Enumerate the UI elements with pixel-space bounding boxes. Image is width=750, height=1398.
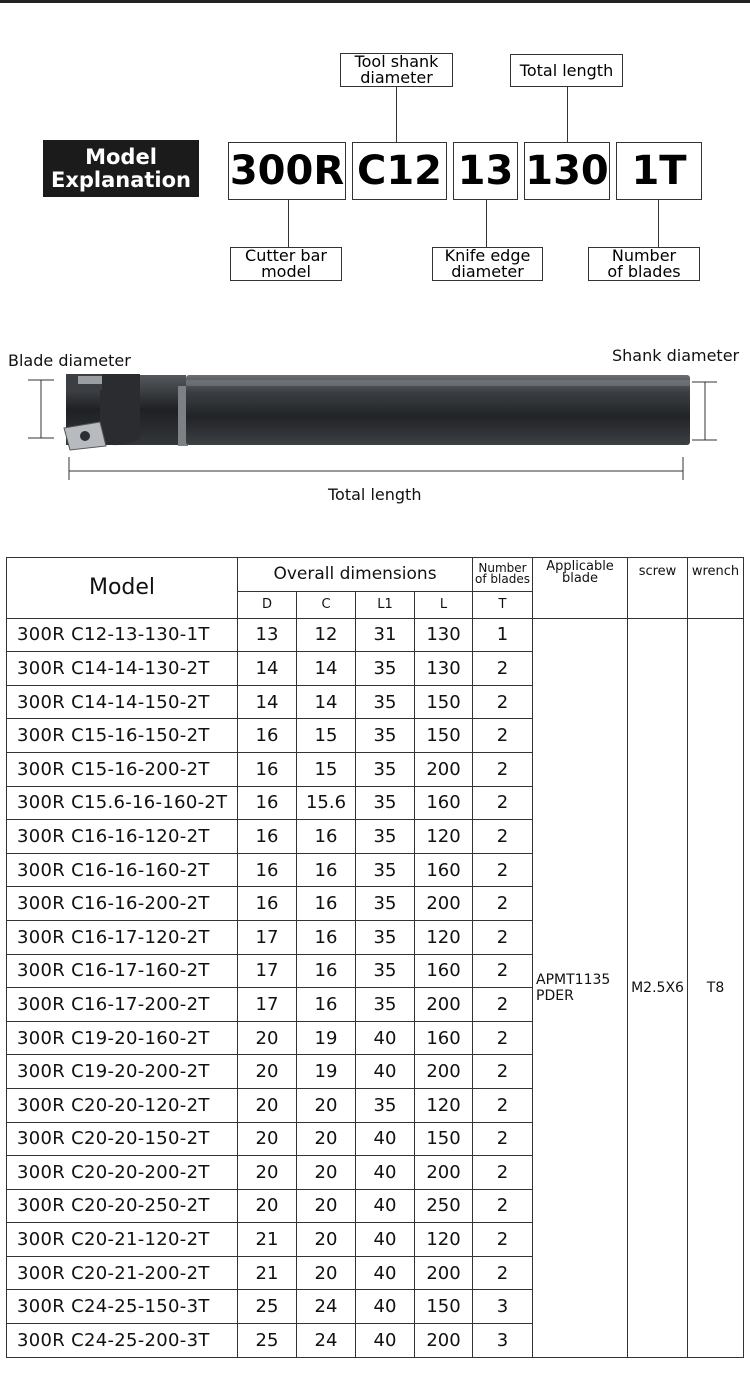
cell-model: 300R C20-20-200-2T <box>7 1156 238 1190</box>
cell-l: 150 <box>415 719 473 753</box>
cell-l1: 35 <box>356 1088 415 1122</box>
cell-l: 120 <box>415 920 473 954</box>
cell-l1: 40 <box>356 1223 415 1257</box>
cell-t: 3 <box>473 1324 533 1358</box>
cell-l: 150 <box>415 1290 473 1324</box>
header-text: of blades <box>475 572 530 587</box>
cell-l: 200 <box>415 1156 473 1190</box>
header-number-of-blades <box>473 558 533 592</box>
cell-l1: 40 <box>356 1021 415 1055</box>
cell-d: 20 <box>238 1189 297 1223</box>
cell-t: 2 <box>473 1055 533 1089</box>
cell-t: 1 <box>473 618 533 652</box>
cell-d: 20 <box>238 1088 297 1122</box>
header-l: L <box>415 591 473 618</box>
cell-c: 15 <box>297 719 356 753</box>
cell-l1: 35 <box>356 920 415 954</box>
header-text: Applicable <box>546 559 614 574</box>
label-text: Number <box>611 246 677 265</box>
cell-l: 160 <box>415 853 473 887</box>
label-text: model <box>261 262 311 281</box>
cell-t: 2 <box>473 954 533 988</box>
cell-t: 2 <box>473 786 533 820</box>
cell-c: 16 <box>297 954 356 988</box>
label-total-length <box>510 54 623 87</box>
cell-l1: 35 <box>356 853 415 887</box>
cell-l: 200 <box>415 1055 473 1089</box>
header-d: D <box>238 591 297 618</box>
cell-c: 19 <box>297 1021 356 1055</box>
cell-c: 20 <box>297 1189 356 1223</box>
label-cutter-bar-model <box>230 247 342 281</box>
cell-model: 300R C20-20-150-2T <box>7 1122 238 1156</box>
cell-l1: 40 <box>356 1156 415 1190</box>
cell-c: 16 <box>297 853 356 887</box>
cell-l: 160 <box>415 954 473 988</box>
cell-screw: M2.5X6 <box>628 618 688 1357</box>
header-text: blade <box>561 571 599 586</box>
cell-t: 2 <box>473 820 533 854</box>
cell-l1: 40 <box>356 1256 415 1290</box>
cell-l: 200 <box>415 1256 473 1290</box>
cell-l1: 35 <box>356 652 415 686</box>
cell-c: 20 <box>297 1156 356 1190</box>
cell-l: 250 <box>415 1189 473 1223</box>
header-screw: screw <box>628 558 688 619</box>
cell-d: 20 <box>238 1055 297 1089</box>
cell-t: 2 <box>473 1189 533 1223</box>
cell-d: 21 <box>238 1223 297 1257</box>
cell-model: 300R C16-17-160-2T <box>7 954 238 988</box>
header-text: Number <box>478 561 527 576</box>
cell-l: 160 <box>415 786 473 820</box>
cell-l1: 31 <box>356 618 415 652</box>
cell-model: 300R C16-16-160-2T <box>7 853 238 887</box>
code-box-edge: 13 <box>453 142 518 200</box>
cell-model: 300R C16-16-200-2T <box>7 887 238 921</box>
header-wrench: wrench <box>688 558 744 619</box>
badge-line-1: Model <box>85 144 157 169</box>
cell-d: 16 <box>238 820 297 854</box>
cell-t: 2 <box>473 1088 533 1122</box>
cell-d: 20 <box>238 1122 297 1156</box>
top-border <box>0 0 750 3</box>
header-applicable-blade <box>533 558 628 619</box>
total-length-dimension-lines <box>69 457 683 480</box>
cell-d: 16 <box>238 853 297 887</box>
cell-t: 2 <box>473 887 533 921</box>
spec-table-body <box>7 618 744 1357</box>
label-text: Tool shank <box>354 52 439 71</box>
cell-model: 300R C16-17-120-2T <box>7 920 238 954</box>
cell-t: 2 <box>473 920 533 954</box>
cell-l1: 40 <box>356 1122 415 1156</box>
label-tool-shank-diameter <box>340 53 453 87</box>
cell-applicable-blade <box>533 618 628 1357</box>
label-text: Total length <box>519 60 614 80</box>
cell-l: 160 <box>415 1021 473 1055</box>
cell-model: 300R C20-21-120-2T <box>7 1223 238 1257</box>
cell-model: 300R C24-25-200-3T <box>7 1324 238 1358</box>
cell-l1: 35 <box>356 685 415 719</box>
cell-text: PDER <box>536 987 574 1004</box>
cell-c: 20 <box>297 1256 356 1290</box>
cell-l1: 35 <box>356 752 415 786</box>
cell-l: 130 <box>415 652 473 686</box>
badge-line-2: Explanation <box>50 167 192 192</box>
cell-t: 2 <box>473 1156 533 1190</box>
connector-cutter <box>288 200 289 247</box>
cell-l: 130 <box>415 618 473 652</box>
cell-t: 3 <box>473 1290 533 1324</box>
header-overall-dimensions: Overall dimensions <box>238 558 473 592</box>
cell-d: 25 <box>238 1290 297 1324</box>
cell-l: 120 <box>415 1223 473 1257</box>
cell-l1: 40 <box>356 1189 415 1223</box>
cell-c: 16 <box>297 887 356 921</box>
cell-model: 300R C14-14-150-2T <box>7 685 238 719</box>
cell-t: 2 <box>473 685 533 719</box>
cell-model: 300R C15.6-16-160-2T <box>7 786 238 820</box>
connector-shank <box>396 86 397 142</box>
cell-wrench: T8 <box>688 618 744 1357</box>
spec-table <box>6 557 744 1358</box>
cell-text: APMT1135 <box>536 971 611 988</box>
cell-c: 14 <box>297 685 356 719</box>
cell-model: 300R C20-20-250-2T <box>7 1189 238 1223</box>
end-mill-body <box>64 374 690 450</box>
cell-l: 150 <box>415 1122 473 1156</box>
cell-c: 16 <box>297 988 356 1022</box>
cell-d: 20 <box>238 1156 297 1190</box>
cell-l1: 35 <box>356 954 415 988</box>
cell-model: 300R C15-16-200-2T <box>7 752 238 786</box>
cell-d: 25 <box>238 1324 297 1358</box>
cell-t: 2 <box>473 1122 533 1156</box>
code-box-shank: C12 <box>352 142 447 200</box>
cell-d: 13 <box>238 618 297 652</box>
header-c: C <box>297 591 356 618</box>
cell-l: 120 <box>415 820 473 854</box>
cell-l1: 40 <box>356 1324 415 1358</box>
cell-l1: 35 <box>356 820 415 854</box>
cell-l: 150 <box>415 685 473 719</box>
model-explanation-badge <box>43 140 199 197</box>
cell-c: 24 <box>297 1290 356 1324</box>
cell-d: 17 <box>238 954 297 988</box>
cell-t: 2 <box>473 652 533 686</box>
cell-model: 300R C14-14-130-2T <box>7 652 238 686</box>
code-box-blades: 1T <box>616 142 702 200</box>
connector-total <box>567 86 568 142</box>
cell-c: 20 <box>297 1088 356 1122</box>
header-t: T <box>473 591 533 618</box>
cell-l1: 35 <box>356 786 415 820</box>
cell-model: 300R C16-17-200-2T <box>7 988 238 1022</box>
cell-c: 24 <box>297 1324 356 1358</box>
cell-t: 2 <box>473 752 533 786</box>
cell-t: 2 <box>473 988 533 1022</box>
cell-d: 16 <box>238 752 297 786</box>
cell-l: 120 <box>415 1088 473 1122</box>
cell-model: 300R C19-20-200-2T <box>7 1055 238 1089</box>
tool-drawing <box>0 360 750 485</box>
cell-model: 300R C24-25-150-3T <box>7 1290 238 1324</box>
label-text: Cutter bar <box>245 246 327 265</box>
label-text: diameter <box>360 68 433 87</box>
cell-l1: 35 <box>356 719 415 753</box>
header-l1: L1 <box>356 591 415 618</box>
cell-model: 300R C15-16-150-2T <box>7 719 238 753</box>
cell-d: 14 <box>238 652 297 686</box>
cell-l: 200 <box>415 887 473 921</box>
cell-l: 200 <box>415 1324 473 1358</box>
label-number-of-blades <box>588 247 700 281</box>
cell-c: 19 <box>297 1055 356 1089</box>
cell-l1: 35 <box>356 887 415 921</box>
cell-d: 17 <box>238 920 297 954</box>
cell-d: 14 <box>238 685 297 719</box>
shank-dimension-lines <box>692 382 717 440</box>
cell-c: 20 <box>297 1122 356 1156</box>
cell-d: 21 <box>238 1256 297 1290</box>
cell-c: 12 <box>297 618 356 652</box>
table-row <box>7 618 744 652</box>
cell-d: 20 <box>238 1021 297 1055</box>
total-length-label: Total length <box>328 485 422 504</box>
cell-c: 15 <box>297 752 356 786</box>
connector-knife <box>486 200 487 247</box>
cell-c: 20 <box>297 1223 356 1257</box>
code-box-series: 300R <box>228 142 346 200</box>
cell-t: 2 <box>473 1021 533 1055</box>
cell-c: 16 <box>297 920 356 954</box>
label-text: Knife edge <box>444 246 531 265</box>
blade-diameter-label: Blade diameter <box>8 351 131 370</box>
cell-t: 2 <box>473 853 533 887</box>
blade-dimension-lines <box>28 380 54 438</box>
cell-d: 16 <box>238 719 297 753</box>
cell-t: 2 <box>473 1223 533 1257</box>
cell-l1: 40 <box>356 1055 415 1089</box>
code-box-length: 130 <box>524 142 610 200</box>
cell-d: 16 <box>238 786 297 820</box>
cell-c: 16 <box>297 820 356 854</box>
cell-d: 17 <box>238 988 297 1022</box>
cell-model: 300R C20-20-120-2T <box>7 1088 238 1122</box>
cell-model: 300R C12-13-130-1T <box>7 618 238 652</box>
shank-diameter-label: Shank diameter <box>612 346 740 365</box>
connector-blades <box>658 200 659 247</box>
label-text: of blades <box>607 262 681 281</box>
cell-l1: 40 <box>356 1290 415 1324</box>
cell-l: 200 <box>415 988 473 1022</box>
header-model: Model <box>7 558 238 619</box>
label-text: diameter <box>451 262 524 281</box>
cell-model: 300R C20-21-200-2T <box>7 1256 238 1290</box>
cell-l: 200 <box>415 752 473 786</box>
cell-c: 15.6 <box>297 786 356 820</box>
cell-t: 2 <box>473 1256 533 1290</box>
cell-l1: 35 <box>356 988 415 1022</box>
cell-model: 300R C19-20-160-2T <box>7 1021 238 1055</box>
cell-model: 300R C16-16-120-2T <box>7 820 238 854</box>
label-knife-edge-diameter <box>432 247 543 281</box>
cell-t: 2 <box>473 719 533 753</box>
cell-c: 14 <box>297 652 356 686</box>
cell-d: 16 <box>238 887 297 921</box>
